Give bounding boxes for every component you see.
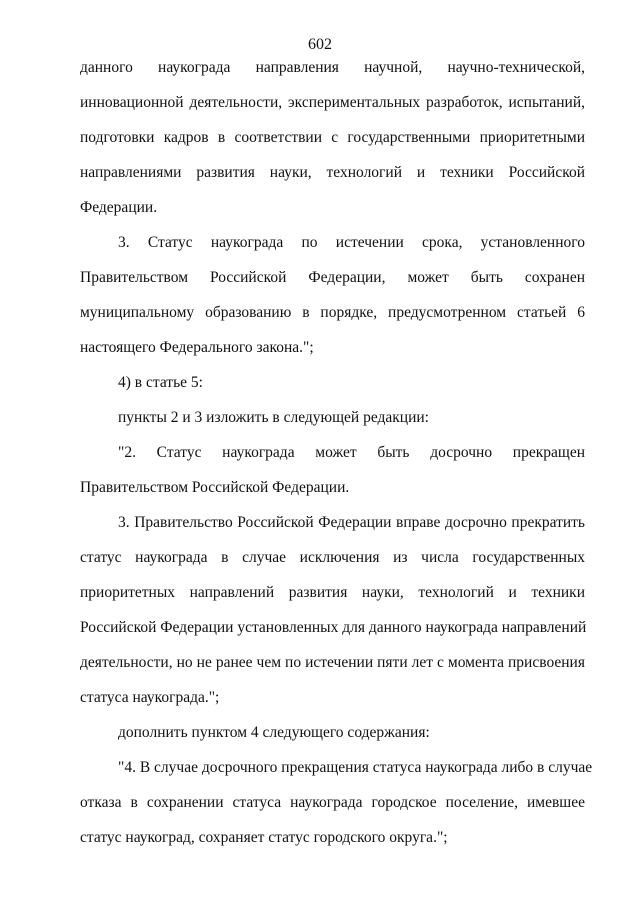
text-line: Правительством Российской Федерации, может быть сохранен: [80, 269, 585, 286]
text-line: приоритетных направлений развития науки, технологий и техники: [80, 584, 585, 601]
text-line: "4. В случае досрочного прекращения статуса наукограда либо в случае: [118, 759, 593, 776]
text-line: статус наукоград, сохраняет статус городского округа.";: [80, 829, 448, 846]
text-line: дополнить пунктом 4 следующего содержания:: [118, 724, 430, 741]
page-number: 602: [308, 36, 332, 53]
text-line: пункты 2 и 3 изложить в следующей редакции:: [118, 409, 429, 426]
text-line: инновационной деятельности, экспериментальных разработок, испытаний,: [80, 94, 585, 111]
text-line: Правительством Российской Федерации.: [80, 479, 350, 496]
text-line: статуса наукограда.";: [80, 689, 220, 706]
text-line: направлениями развития науки, технологий и техники Российской: [80, 164, 585, 181]
text-line: Российской Федерации установленных для данного наукограда направлений: [80, 619, 587, 636]
text-line: деятельности, но не ранее чем по истечении пяти лет с момента присвоения: [80, 654, 585, 671]
text-line: отказа в сохранении статуса наукограда городское поселение, имевшее: [80, 794, 585, 811]
text-line: настоящего Федерального закона.";: [80, 339, 314, 356]
text-line: статус наукограда в случае исключения из числа государственных: [80, 549, 585, 566]
text-line: муниципальному образованию в порядке, предусмотренном статьей 6: [80, 304, 585, 321]
text-line: Федерации.: [80, 199, 158, 216]
text-line: 3. Статус наукограда по истечении срока, установленного: [118, 234, 585, 251]
text-line: "2. Статус наукограда может быть досрочно прекращен: [118, 444, 585, 461]
text-line: 4) в статье 5:: [118, 374, 203, 391]
text-line: данного наукограда направления научной, научно-технической,: [80, 59, 585, 76]
text-line: 3. Правительство Российской Федерации вправе досрочно прекратить: [118, 514, 585, 531]
text-line: подготовки кадров в соответствии с государственными приоритетными: [80, 129, 585, 146]
